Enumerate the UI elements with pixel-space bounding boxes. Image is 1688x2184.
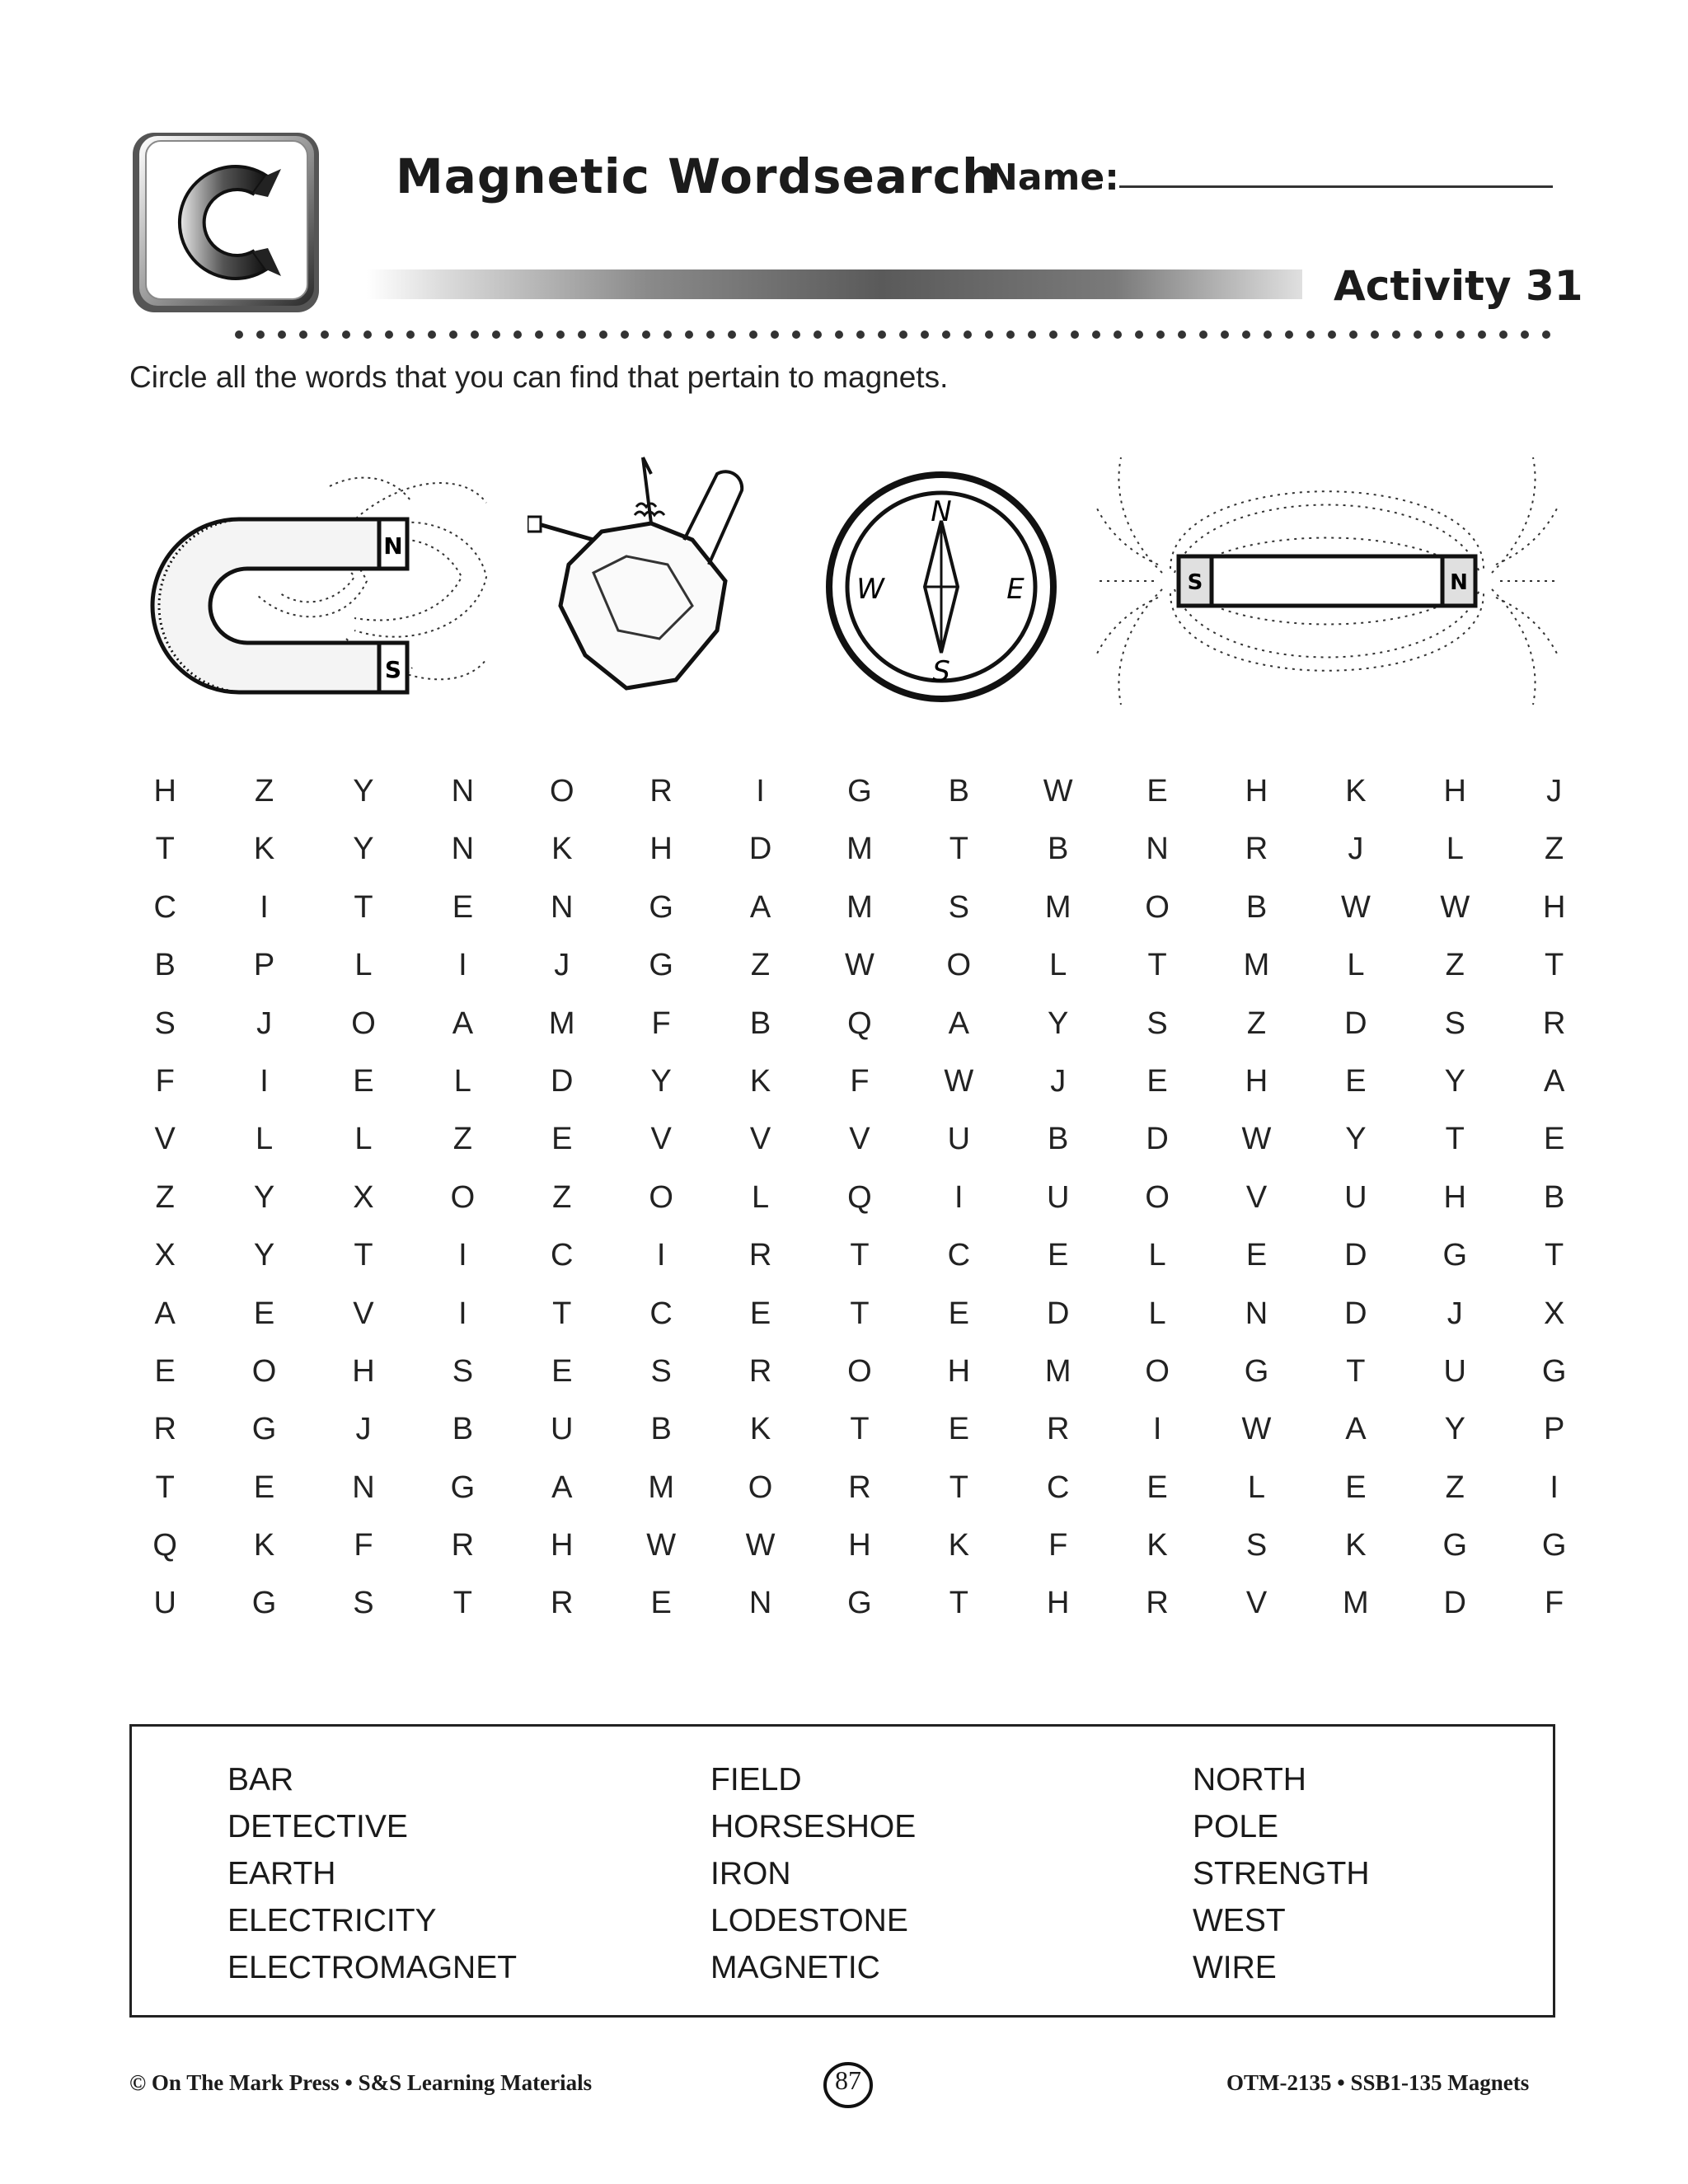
grid-letter[interactable]: K bbox=[1146, 1528, 1168, 1563]
grid-letter[interactable]: V bbox=[650, 1122, 672, 1157]
grid-letter[interactable]: Z bbox=[452, 1122, 472, 1157]
compass-illustration bbox=[824, 470, 1059, 705]
grid-letter[interactable]: L bbox=[1446, 832, 1464, 867]
grid-letter[interactable]: Z bbox=[1445, 1469, 1465, 1505]
grid-letter[interactable]: T bbox=[452, 1586, 472, 1621]
grid-letter[interactable]: I bbox=[260, 1063, 269, 1099]
grid-letter[interactable]: H bbox=[1046, 1586, 1070, 1621]
grid-letter[interactable]: G bbox=[649, 889, 673, 925]
grid-letter[interactable]: W bbox=[844, 948, 874, 983]
grid-letter[interactable]: L bbox=[1247, 1469, 1266, 1505]
grid-letter[interactable]: B bbox=[452, 1412, 474, 1447]
grid-letter[interactable]: J bbox=[1546, 774, 1563, 808]
grid-letter[interactable]: T bbox=[1445, 1122, 1465, 1157]
grid-letter[interactable]: M bbox=[846, 832, 873, 867]
grid-letter[interactable]: B bbox=[1048, 1122, 1069, 1157]
grid-letter[interactable]: U bbox=[1443, 1353, 1466, 1389]
grid-letter[interactable]: N bbox=[451, 832, 475, 867]
grid-letter[interactable]: D bbox=[1046, 1296, 1070, 1331]
grid-letter[interactable]: T bbox=[850, 1238, 870, 1273]
grid-letter[interactable]: R bbox=[153, 1412, 176, 1447]
grid-letter[interactable]: R bbox=[1146, 1586, 1169, 1621]
grid-letter[interactable]: D bbox=[551, 1063, 574, 1099]
grid-letter[interactable]: J bbox=[1447, 1296, 1463, 1331]
grid-letter[interactable]: K bbox=[1345, 1528, 1367, 1563]
grid-letter[interactable]: M bbox=[648, 1469, 674, 1505]
grid-letter[interactable]: C bbox=[649, 1296, 673, 1331]
grid-letter[interactable]: U bbox=[1046, 1179, 1070, 1215]
grid-letter[interactable]: G bbox=[251, 1586, 277, 1621]
grid-letter[interactable]: Z bbox=[1545, 832, 1564, 867]
grid-letter[interactable]: F bbox=[354, 1528, 373, 1563]
grid-letter[interactable]: H bbox=[352, 1353, 375, 1389]
grid-letter[interactable]: W bbox=[944, 1063, 974, 1099]
grid-letter[interactable]: F bbox=[850, 1063, 870, 1099]
name-input-line[interactable] bbox=[1119, 185, 1553, 188]
grid-letter[interactable]: W bbox=[1340, 889, 1371, 925]
header-gradient-bar bbox=[367, 269, 1302, 299]
grid-letter[interactable]: T bbox=[949, 1586, 968, 1621]
grid-letter[interactable]: Z bbox=[750, 948, 771, 983]
grid-letter[interactable]: Y bbox=[650, 1063, 672, 1099]
grid-letter[interactable]: W bbox=[745, 1528, 776, 1563]
word-list-item: WEST bbox=[1193, 1903, 1286, 1938]
word-list-item: STRENGTH bbox=[1193, 1856, 1370, 1891]
grid-letter[interactable]: T bbox=[1545, 1238, 1564, 1273]
grid-letter[interactable]: Y bbox=[353, 774, 374, 808]
grid-letter[interactable]: U bbox=[153, 1586, 176, 1621]
grid-letter[interactable]: C bbox=[1046, 1469, 1070, 1505]
grid-letter[interactable]: K bbox=[551, 832, 573, 867]
grid-letter[interactable]: V bbox=[154, 1122, 176, 1157]
grid-letter[interactable]: O bbox=[946, 948, 972, 983]
grid-letter[interactable]: U bbox=[551, 1412, 574, 1447]
word-list-column-1 bbox=[227, 1756, 517, 1991]
grid-row bbox=[115, 1061, 1604, 1118]
word-list-item: WIRE bbox=[1193, 1950, 1277, 1985]
grid-letter[interactable]: Y bbox=[253, 1238, 275, 1273]
grid-letter[interactable]: A bbox=[749, 889, 771, 925]
grid-letter[interactable]: A bbox=[1543, 1063, 1565, 1099]
grid-letter[interactable]: B bbox=[154, 948, 176, 983]
grid-letter[interactable]: Q bbox=[847, 1179, 872, 1215]
grid-letter[interactable]: F bbox=[1048, 1528, 1068, 1563]
grid-letter[interactable]: H bbox=[1443, 774, 1466, 808]
word-list-item: HORSESHOE bbox=[710, 1809, 917, 1844]
grid-letter[interactable]: O bbox=[251, 1353, 277, 1389]
grid-letter[interactable]: O bbox=[1145, 889, 1170, 925]
grid-letter[interactable]: Z bbox=[1445, 948, 1465, 983]
grid-letter[interactable]: N bbox=[451, 774, 475, 808]
name-label: Name: bbox=[987, 157, 1119, 199]
grid-row bbox=[115, 1118, 1604, 1176]
grid-letter[interactable]: M bbox=[1044, 889, 1071, 925]
grid-row bbox=[115, 1293, 1604, 1351]
grid-letter[interactable]: G bbox=[1442, 1238, 1468, 1273]
grid-letter[interactable]: P bbox=[253, 948, 275, 983]
grid-letter[interactable]: T bbox=[1545, 948, 1564, 983]
grid-letter[interactable]: O bbox=[1145, 1353, 1170, 1389]
grid-letter[interactable]: Y bbox=[1048, 1005, 1069, 1041]
grid-letter[interactable]: E bbox=[1146, 1063, 1168, 1099]
grid-letter[interactable]: K bbox=[749, 1063, 771, 1099]
grid-letter[interactable]: G bbox=[847, 774, 872, 808]
grid-letter[interactable]: V bbox=[353, 1296, 374, 1331]
grid-letter[interactable]: R bbox=[551, 1586, 574, 1621]
grid-letter[interactable]: I bbox=[954, 1179, 964, 1215]
grid-letter[interactable]: Y bbox=[253, 1179, 275, 1215]
grid-letter[interactable]: S bbox=[452, 1353, 474, 1389]
grid-letter[interactable]: K bbox=[948, 1528, 969, 1563]
grid-letter[interactable]: M bbox=[1243, 948, 1270, 983]
grid-letter[interactable]: E bbox=[551, 1353, 573, 1389]
word-list-item: ELECTRICITY bbox=[227, 1903, 437, 1938]
word-list-box bbox=[129, 1724, 1555, 2018]
grid-letter[interactable]: B bbox=[650, 1412, 672, 1447]
grid-letter[interactable]: N bbox=[352, 1469, 375, 1505]
compass-east-label: E bbox=[1006, 573, 1025, 606]
grid-letter[interactable]: L bbox=[1148, 1238, 1166, 1273]
grid-letter[interactable]: T bbox=[850, 1296, 870, 1331]
grid-letter[interactable]: W bbox=[1241, 1412, 1272, 1447]
grid-letter[interactable]: D bbox=[1146, 1122, 1169, 1157]
grid-letter[interactable]: I bbox=[458, 1296, 467, 1331]
grid-letter[interactable]: E bbox=[1245, 1238, 1268, 1273]
grid-letter[interactable]: G bbox=[251, 1412, 277, 1447]
grid-letter[interactable]: H bbox=[551, 1528, 574, 1563]
grid-letter[interactable]: E bbox=[353, 1063, 374, 1099]
grid-letter[interactable]: P bbox=[1543, 1412, 1565, 1447]
grid-letter[interactable]: G bbox=[649, 948, 673, 983]
bar-magnet-north-label: N bbox=[1450, 570, 1468, 595]
grid-letter[interactable]: E bbox=[1146, 774, 1168, 808]
grid-letter[interactable]: K bbox=[749, 1412, 771, 1447]
grid-letter[interactable]: Z bbox=[254, 774, 274, 808]
grid-letter[interactable]: S bbox=[1245, 1528, 1268, 1563]
grid-letter[interactable]: O bbox=[549, 774, 574, 808]
grid-letter[interactable]: J bbox=[1050, 1063, 1067, 1099]
grid-letter[interactable]: Z bbox=[1246, 1005, 1267, 1041]
grid-letter[interactable]: U bbox=[1344, 1179, 1367, 1215]
grid-letter[interactable]: G bbox=[1541, 1353, 1567, 1389]
grid-letter[interactable]: H bbox=[1443, 1179, 1466, 1215]
grid-letter[interactable]: N bbox=[748, 1586, 772, 1621]
footer-product-code: OTM-2135 • SSB1-135 Magnets bbox=[1226, 2070, 1530, 2095]
grid-letter[interactable]: N bbox=[1245, 1296, 1268, 1331]
grid-row bbox=[115, 1177, 1604, 1235]
grid-letter[interactable]: U bbox=[947, 1122, 971, 1157]
grid-letter[interactable]: I bbox=[260, 889, 269, 925]
grid-letter[interactable]: A bbox=[452, 1005, 474, 1041]
grid-letter[interactable]: A bbox=[1345, 1412, 1367, 1447]
grid-letter[interactable]: H bbox=[1245, 774, 1268, 808]
grid-letter[interactable]: O bbox=[748, 1469, 773, 1505]
grid-letter[interactable]: E bbox=[948, 1296, 969, 1331]
grid-letter[interactable]: I bbox=[656, 1238, 666, 1273]
grid-row bbox=[115, 771, 1604, 828]
grid-letter[interactable]: T bbox=[155, 832, 175, 867]
grid-letter[interactable]: E bbox=[1345, 1063, 1367, 1099]
grid-letter[interactable]: J bbox=[554, 948, 570, 983]
grid-letter[interactable]: Z bbox=[155, 1179, 175, 1215]
grid-letter[interactable]: S bbox=[1444, 1005, 1465, 1041]
grid-row bbox=[115, 944, 1604, 1002]
bar-magnet-south-label: S bbox=[1187, 570, 1203, 595]
grid-letter[interactable]: B bbox=[948, 774, 969, 808]
worksheet-title: Magnetic Wordsearch bbox=[396, 148, 997, 204]
grid-letter[interactable]: R bbox=[1542, 1005, 1566, 1041]
grid-letter[interactable]: B bbox=[1543, 1179, 1565, 1215]
grid-letter[interactable]: S bbox=[154, 1005, 176, 1041]
grid-letter[interactable]: H bbox=[1542, 889, 1566, 925]
grid-letter[interactable]: T bbox=[155, 1469, 175, 1505]
grid-letter[interactable]: S bbox=[353, 1586, 374, 1621]
grid-letter[interactable]: O bbox=[450, 1179, 476, 1215]
page-number: 87 bbox=[835, 2065, 861, 2095]
bar-magnet-illustration bbox=[1096, 449, 1558, 713]
compass-south-label: S bbox=[932, 655, 950, 688]
grid-letter[interactable]: H bbox=[153, 774, 176, 808]
grid-letter[interactable]: A bbox=[551, 1469, 573, 1505]
grid-row bbox=[115, 1003, 1604, 1061]
grid-letter[interactable]: L bbox=[354, 948, 373, 983]
grid-letter[interactable]: L bbox=[256, 1122, 274, 1157]
grid-letter[interactable]: S bbox=[1146, 1005, 1168, 1041]
grid-letter[interactable]: L bbox=[1148, 1296, 1166, 1331]
grid-letter[interactable]: O bbox=[847, 1353, 872, 1389]
grid-letter[interactable]: Q bbox=[152, 1528, 177, 1563]
grid-letter[interactable]: X bbox=[154, 1238, 176, 1273]
grid-letter[interactable]: O bbox=[1145, 1179, 1170, 1215]
grid-letter[interactable]: E bbox=[253, 1296, 275, 1331]
grid-letter[interactable]: D bbox=[1344, 1005, 1367, 1041]
grid-letter[interactable]: M bbox=[548, 1005, 575, 1041]
grid-letter[interactable]: D bbox=[1443, 1586, 1466, 1621]
word-list-item: DETECTIVE bbox=[227, 1809, 408, 1844]
grid-letter[interactable]: C bbox=[153, 889, 176, 925]
word-list-column-3 bbox=[1193, 1756, 1370, 1991]
grid-letter[interactable]: K bbox=[253, 832, 275, 867]
lodestone-illustration bbox=[528, 441, 767, 696]
grid-letter[interactable]: J bbox=[355, 1412, 372, 1447]
horseshoe-south-label: S bbox=[384, 656, 402, 683]
grid-letter[interactable]: R bbox=[848, 1469, 871, 1505]
grid-letter[interactable]: C bbox=[947, 1238, 971, 1273]
grid-letter[interactable]: G bbox=[1442, 1528, 1468, 1563]
grid-row bbox=[115, 1408, 1604, 1466]
grid-letter[interactable]: O bbox=[649, 1179, 673, 1215]
horseshoe-north-label: N bbox=[383, 532, 403, 560]
grid-letter[interactable]: R bbox=[451, 1528, 475, 1563]
grid-letter[interactable]: V bbox=[1245, 1179, 1268, 1215]
word-list-item: MAGNETIC bbox=[710, 1950, 880, 1985]
grid-letter[interactable]: E bbox=[452, 889, 474, 925]
grid-letter[interactable]: T bbox=[850, 1412, 870, 1447]
word-search-grid bbox=[115, 771, 1604, 1641]
grid-letter[interactable]: C bbox=[551, 1238, 574, 1273]
grid-letter[interactable]: Y bbox=[353, 832, 374, 867]
grid-letter[interactable]: K bbox=[1345, 774, 1367, 808]
grid-letter[interactable]: Y bbox=[1444, 1063, 1465, 1099]
grid-letter[interactable]: R bbox=[1245, 832, 1268, 867]
grid-letter[interactable]: V bbox=[749, 1122, 771, 1157]
grid-letter[interactable]: E bbox=[154, 1353, 176, 1389]
grid-row bbox=[115, 828, 1604, 886]
grid-letter[interactable]: A bbox=[948, 1005, 969, 1041]
grid-letter[interactable]: Y bbox=[1345, 1122, 1367, 1157]
grid-row bbox=[115, 1351, 1604, 1408]
grid-letter[interactable]: X bbox=[1543, 1296, 1565, 1331]
grid-letter[interactable]: H bbox=[649, 832, 673, 867]
grid-letter[interactable]: I bbox=[756, 774, 765, 808]
grid-letter[interactable]: L bbox=[751, 1179, 770, 1215]
grid-letter[interactable]: A bbox=[154, 1296, 176, 1331]
grid-letter[interactable]: F bbox=[155, 1063, 175, 1099]
grid-letter[interactable]: L bbox=[1347, 948, 1365, 983]
grid-letter[interactable]: W bbox=[1440, 889, 1470, 925]
grid-letter[interactable]: T bbox=[552, 1296, 572, 1331]
grid-letter[interactable]: M bbox=[1343, 1586, 1369, 1621]
grid-row bbox=[115, 1582, 1604, 1640]
grid-letter[interactable]: T bbox=[949, 832, 968, 867]
grid-letter[interactable]: R bbox=[748, 1353, 772, 1389]
word-list-item: FIELD bbox=[710, 1762, 802, 1797]
grid-letter[interactable]: E bbox=[1543, 1122, 1565, 1157]
grid-letter[interactable]: B bbox=[1048, 832, 1069, 867]
grid-letter[interactable]: K bbox=[253, 1528, 275, 1563]
grid-letter[interactable]: N bbox=[551, 889, 574, 925]
grid-letter[interactable]: S bbox=[948, 889, 969, 925]
letter-c-logo bbox=[128, 128, 324, 317]
instructions-text: Circle all the words that you can find that pertain to magnets. bbox=[129, 360, 949, 394]
grid-letter[interactable]: J bbox=[256, 1005, 273, 1041]
grid-letter[interactable]: D bbox=[1344, 1238, 1367, 1273]
grid-row bbox=[115, 1525, 1604, 1582]
grid-letter[interactable]: H bbox=[848, 1528, 871, 1563]
word-list-item: EARTH bbox=[227, 1856, 336, 1891]
grid-letter[interactable]: V bbox=[849, 1122, 870, 1157]
grid-letter[interactable]: T bbox=[354, 889, 373, 925]
grid-letter[interactable]: B bbox=[749, 1005, 771, 1041]
grid-letter[interactable]: D bbox=[1344, 1296, 1367, 1331]
grid-row bbox=[115, 1467, 1604, 1525]
word-list-item: IRON bbox=[710, 1856, 791, 1891]
grid-letter[interactable]: N bbox=[1146, 832, 1169, 867]
grid-letter[interactable]: G bbox=[847, 1586, 872, 1621]
activity-number: Activity 31 bbox=[1334, 262, 1583, 310]
grid-letter[interactable]: W bbox=[1241, 1122, 1272, 1157]
compass-west-label: W bbox=[856, 573, 884, 606]
word-list-item: POLE bbox=[1193, 1809, 1279, 1844]
grid-letter[interactable]: Q bbox=[847, 1005, 872, 1041]
grid-letter[interactable]: M bbox=[846, 889, 873, 925]
grid-row bbox=[115, 1235, 1604, 1292]
grid-letter[interactable]: S bbox=[650, 1353, 672, 1389]
word-list-item: ELECTROMAGNET bbox=[227, 1950, 518, 1985]
grid-letter[interactable]: G bbox=[1541, 1528, 1567, 1563]
horseshoe-magnet-illustration bbox=[132, 453, 495, 709]
grid-letter[interactable]: Y bbox=[1444, 1412, 1465, 1447]
grid-letter[interactable]: R bbox=[748, 1238, 772, 1273]
grid-letter[interactable]: W bbox=[1043, 774, 1073, 808]
word-list-item: NORTH bbox=[1193, 1762, 1306, 1797]
grid-letter[interactable]: I bbox=[1550, 1469, 1559, 1505]
grid-letter[interactable]: L bbox=[1049, 948, 1067, 983]
grid-letter[interactable]: E bbox=[253, 1469, 275, 1505]
grid-letter[interactable]: M bbox=[1044, 1353, 1071, 1389]
grid-letter[interactable]: T bbox=[949, 1469, 968, 1505]
grid-letter[interactable]: W bbox=[646, 1528, 677, 1563]
grid-letter[interactable]: I bbox=[458, 948, 467, 983]
grid-letter[interactable]: F bbox=[651, 1005, 671, 1041]
grid-letter[interactable]: T bbox=[354, 1238, 373, 1273]
word-list-item: LODESTONE bbox=[710, 1903, 908, 1938]
grid-letter[interactable]: G bbox=[1244, 1353, 1269, 1389]
grid-letter[interactable]: H bbox=[947, 1353, 971, 1389]
grid-letter[interactable]: V bbox=[1245, 1586, 1268, 1621]
grid-letter[interactable]: I bbox=[458, 1238, 467, 1273]
grid-letter[interactable]: E bbox=[650, 1586, 672, 1621]
grid-letter[interactable]: T bbox=[1346, 1353, 1366, 1389]
grid-letter[interactable]: R bbox=[649, 774, 673, 808]
word-list-item: BAR bbox=[227, 1762, 294, 1797]
grid-letter[interactable]: L bbox=[453, 1063, 471, 1099]
grid-letter[interactable]: E bbox=[1345, 1469, 1367, 1505]
grid-letter[interactable]: Z bbox=[552, 1179, 572, 1215]
grid-letter[interactable]: F bbox=[1545, 1586, 1564, 1621]
grid-letter[interactable]: E bbox=[1146, 1469, 1168, 1505]
grid-letter[interactable]: E bbox=[1048, 1238, 1069, 1273]
grid-letter[interactable]: O bbox=[351, 1005, 376, 1041]
grid-letter[interactable]: B bbox=[1245, 889, 1268, 925]
grid-row bbox=[115, 887, 1604, 944]
grid-letter[interactable]: E bbox=[551, 1122, 573, 1157]
grid-letter[interactable]: T bbox=[1147, 948, 1167, 983]
dotted-divider bbox=[235, 326, 1554, 343]
footer-copyright: © On The Mark Press • S&S Learning Materials bbox=[129, 2070, 593, 2095]
grid-letter[interactable]: H bbox=[1245, 1063, 1268, 1099]
grid-letter[interactable]: G bbox=[450, 1469, 476, 1505]
grid-letter[interactable]: X bbox=[353, 1179, 374, 1215]
grid-letter[interactable]: R bbox=[1046, 1412, 1070, 1447]
grid-letter[interactable]: L bbox=[354, 1122, 373, 1157]
grid-letter[interactable]: E bbox=[948, 1412, 969, 1447]
grid-letter[interactable]: E bbox=[749, 1296, 771, 1331]
word-list-column-2 bbox=[710, 1756, 916, 1991]
grid-letter[interactable]: J bbox=[1348, 832, 1364, 867]
grid-letter[interactable]: I bbox=[1152, 1412, 1162, 1447]
grid-letter[interactable]: D bbox=[748, 832, 772, 867]
compass-north-label: N bbox=[931, 495, 952, 528]
